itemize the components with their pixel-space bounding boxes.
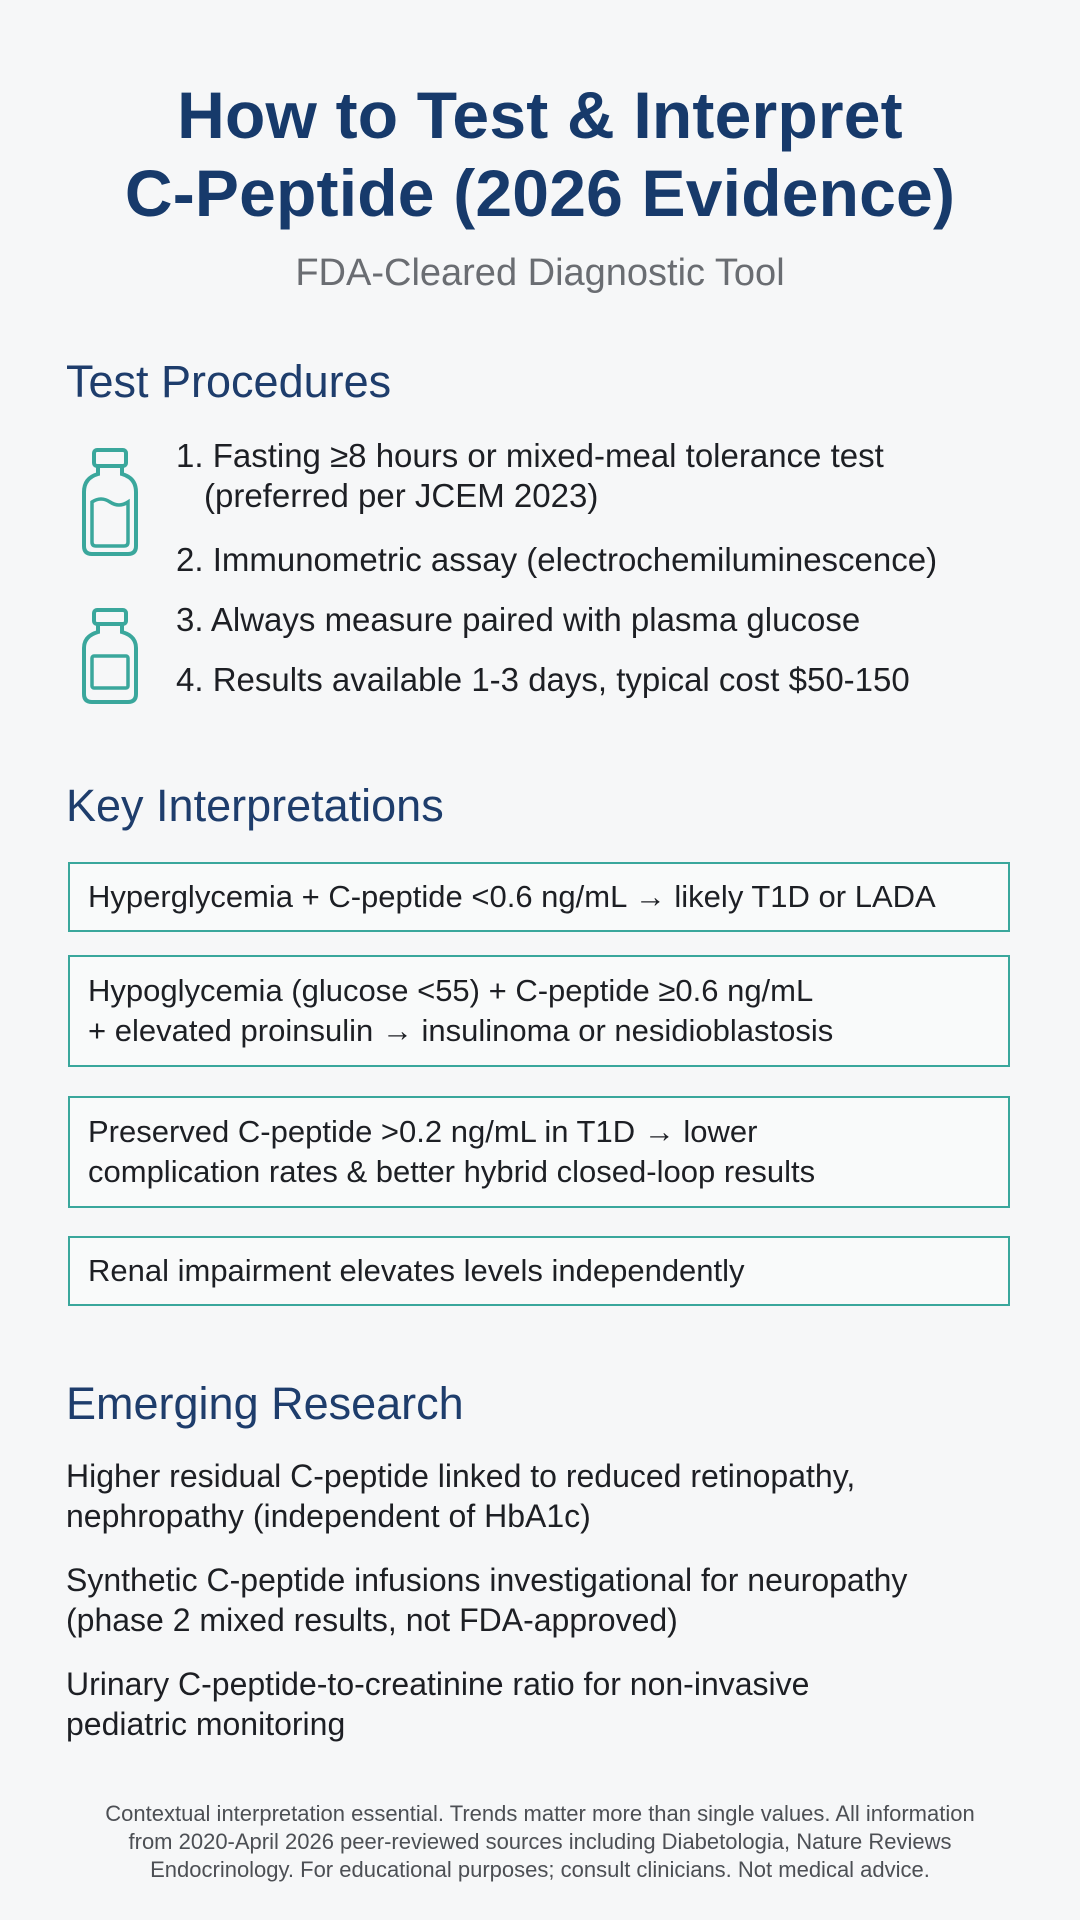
vial-icon <box>80 446 140 558</box>
title-line-1: How to Test & Interpret <box>177 78 903 152</box>
page-subtitle: FDA-Cleared Diagnostic Tool <box>295 252 785 294</box>
interpretation-box <box>68 1236 1010 1306</box>
procedure-step <box>176 660 910 700</box>
interpretation-box <box>68 955 1010 1067</box>
procedure-step-text-continued: (preferred per JCEM 2023) <box>204 477 599 514</box>
procedure-step-text: 4. Results available 1-3 days, typical cost $50-150 <box>176 661 910 698</box>
research-item <box>66 1560 1026 1640</box>
research-text: Urinary C-peptide-to-creatinine ratio for non-invasive <box>66 1666 810 1702</box>
interpretation-box <box>68 862 1010 932</box>
interpretation-text-continued: complication rates & better hybrid closed-loop results <box>88 1154 816 1189</box>
footer-line: from 2020-April 2026 peer-reviewed sources including Diabetologia, Nature Reviews <box>128 1829 952 1854</box>
footer-line: Endocrinology. For educational purposes; consult clinicians. Not medical advice. <box>150 1857 930 1882</box>
interpretation-text: Preserved C-peptide >0.2 ng/mL in T1D → lower <box>88 1114 758 1149</box>
vial-icon <box>80 606 140 706</box>
procedure-step-text: 2. Immunometric assay (electrochemiluminescence) <box>176 541 938 578</box>
research-text-continued: pediatric monitoring <box>66 1706 346 1742</box>
procedure-step-text: 3. Always measure paired with plasma glucose <box>176 601 861 638</box>
page-title <box>0 76 1080 232</box>
section-heading-test-procedures: Test Procedures <box>66 356 392 407</box>
research-text-continued: nephropathy (independent of HbA1c) <box>66 1498 591 1534</box>
interpretation-text: Hypoglycemia (glucose <55) + C-peptide ≥0.6 ng/mL <box>88 973 814 1008</box>
footer-disclaimer <box>40 1800 1040 1884</box>
procedure-step <box>176 436 884 516</box>
interpretation-text: Hyperglycemia + C-peptide <0.6 ng/mL → likely T1D or LADA <box>88 879 936 914</box>
title-line-2: C-Peptide (2026 Evidence) <box>124 156 956 230</box>
research-item <box>66 1664 1026 1744</box>
research-item <box>66 1456 1026 1536</box>
research-text-continued: (phase 2 mixed results, not FDA-approved) <box>66 1602 678 1638</box>
interpretation-text: Renal impairment elevates levels independently <box>88 1253 745 1288</box>
procedure-step <box>176 540 937 580</box>
procedure-step <box>176 600 860 640</box>
research-text: Synthetic C-peptide infusions investigational for neuropathy <box>66 1562 908 1598</box>
footer-line: Contextual interpretation essential. Trends matter more than single values. All information <box>105 1801 975 1826</box>
section-heading-key-interpretations: Key Interpretations <box>66 780 444 831</box>
section-heading-emerging-research: Emerging Research <box>66 1378 464 1429</box>
interpretation-box <box>68 1096 1010 1208</box>
interpretation-text-continued: + elevated proinsulin → insulinoma or nesidioblastosis <box>88 1013 834 1048</box>
research-text: Higher residual C-peptide linked to reduced retinopathy, <box>66 1458 856 1494</box>
procedure-step-text: 1. Fasting ≥8 hours or mixed-meal tolerance test <box>176 437 884 474</box>
